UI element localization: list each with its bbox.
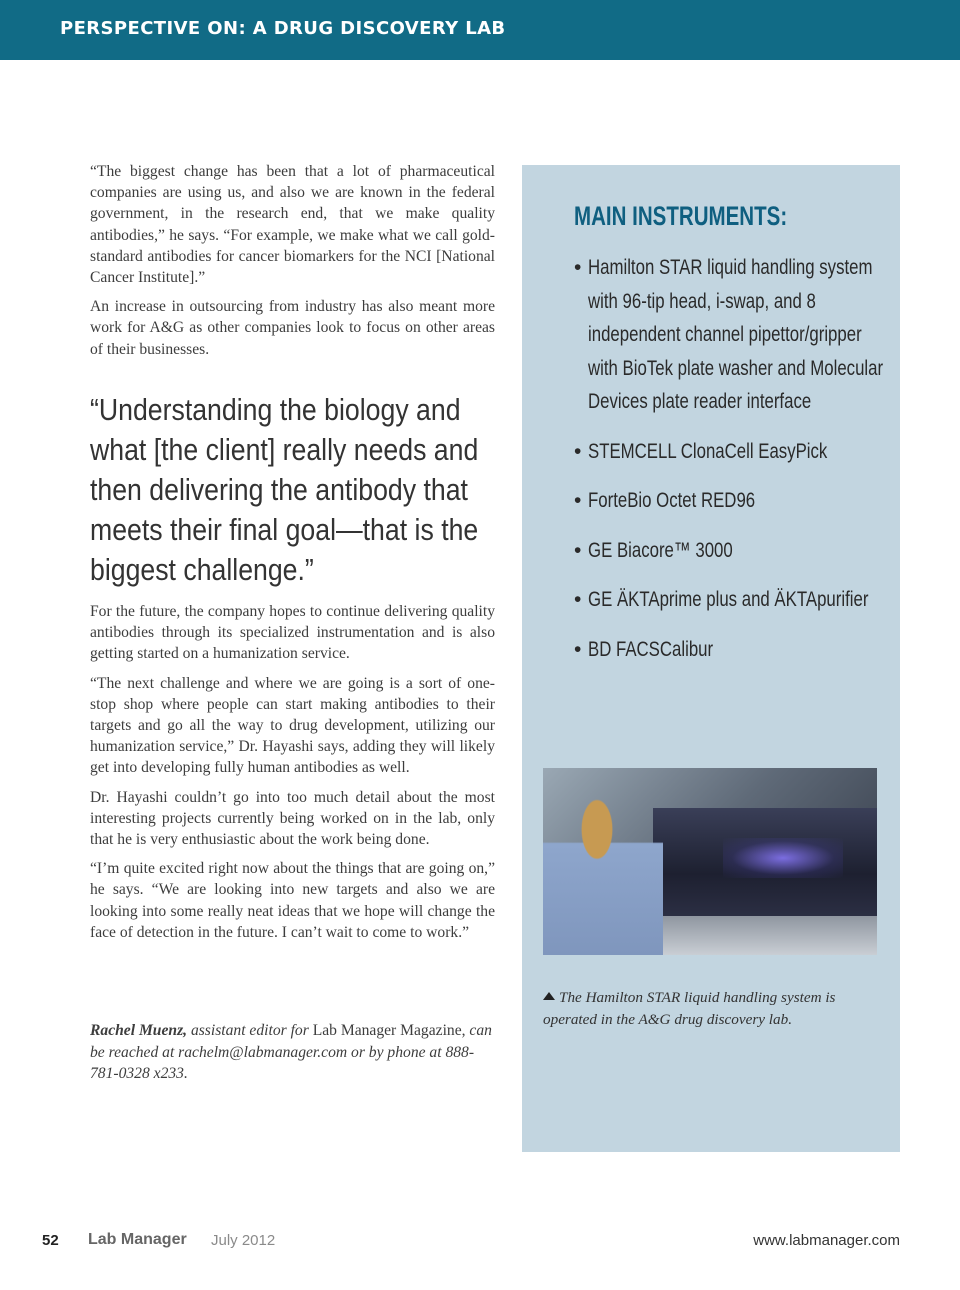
page-number: 52 [42, 1232, 59, 1249]
instruments-sidebar [522, 165, 900, 1152]
byline-contact: can be reached at rachelm@labmanager.com or by phone at 888-781-0328 x233. [90, 1022, 492, 1082]
section-title: PERSPECTIVE ON: A DRUG DISCOVERY LAB [60, 18, 506, 39]
bullet-icon: • [574, 637, 582, 661]
lab-photo [543, 768, 877, 955]
article-paragraph: For the future, the company hopes to continue delivering quality antibodies through its specialized instrumentation and is also getting started on a humanization service. [90, 603, 495, 663]
byline-magazine: Lab Manager Magazine, [312, 1022, 466, 1039]
bullet-icon: • [574, 588, 582, 611]
instrument-text: BD FACSCalibur [588, 637, 714, 661]
issue-date: July 2012 [211, 1232, 276, 1249]
instrument-list [574, 251, 904, 682]
article-paragraph: “I’m quite excited right now about the things that are going on,” he says. “We are looking into new targets and also we are looking into some really neat ideas that we hope will change the face of detection in the future. I can’t wait to come to work.” [90, 860, 495, 941]
bullet-icon: • [574, 538, 582, 562]
bullet-icon: • [574, 256, 582, 279]
instrument-text: ForteBio Octet RED96 [588, 489, 756, 512]
page-footer [0, 1232, 960, 1256]
byline-author: Rachel Muenz, [90, 1022, 188, 1039]
article-paragraph: “The next challenge and where we are going is a sort of one-stop shop where people can start making antibodies to their targets and go all the way to drug development, utilizing our humanization service,” Dr. Hayashi says, adding they will likely get into developing fully human antibodies as well. [90, 674, 495, 777]
machine-light [723, 838, 843, 878]
instrument-text: GE ÄKTAprime plus and ÄKTApurifier [588, 588, 869, 611]
instrument-text: GE Biacore™ 3000 [588, 538, 733, 562]
instrument-item [574, 251, 904, 419]
header-bar [0, 0, 960, 60]
author-byline [90, 1020, 500, 1085]
instrument-item [574, 435, 904, 469]
magazine-name: Lab Manager [88, 1231, 187, 1248]
sidebar-title: MAIN INSTRUMENTS: [574, 201, 788, 231]
lab-technician [543, 798, 663, 955]
instrument-item [574, 583, 904, 617]
instrument-item [574, 534, 904, 568]
byline-role: assistant editor for [187, 1022, 313, 1039]
article-top-column [90, 161, 495, 368]
caret-up-icon [543, 992, 555, 1000]
website-url: www.labmanager.com [753, 1232, 900, 1249]
instrument-item [574, 484, 904, 518]
pull-quote: “Understanding the biology and what [the client] really needs and then delivering the antibody that meets their final goal—that is the biggest challenge.” [90, 392, 479, 587]
instrument-text: STEMCELL ClonaCell EasyPick [588, 439, 828, 463]
article-paragraph: “The biggest change has been that a lot of pharmaceutical companies are using us, and also we are known in the federal government, in the research end, that we make quality antibodies,” he says. “For example, we make what we call gold-standard antibodies for cancer biomarkers for the NCI [National Cancer Institute].” [90, 163, 495, 287]
instrument-item [574, 633, 904, 667]
instrument-text: Hamilton STAR liquid handling system with 96-tip head, i-swap, and 8 independent channel pipettor/gripper with BioTek plate washer and Molecular Devices plate reader interface [588, 256, 884, 413]
article-bottom-column [90, 601, 495, 951]
article-paragraph: Dr. Hayashi couldn’t go into too much detail about the most interesting projects currently being worked on in the lab, only that he is very enthusiastic about the work being done. [90, 788, 495, 849]
article-paragraph: An increase in outsourcing from industry has also meant more work for A&G as other companies look to focus on other areas of their businesses. [90, 298, 495, 358]
bullet-icon: • [574, 489, 582, 512]
bullet-icon: • [574, 439, 582, 463]
caption-text: The Hamilton STAR liquid handling system is operated in the A&G drug discovery lab. [543, 989, 836, 1028]
photo-caption [543, 987, 883, 1030]
